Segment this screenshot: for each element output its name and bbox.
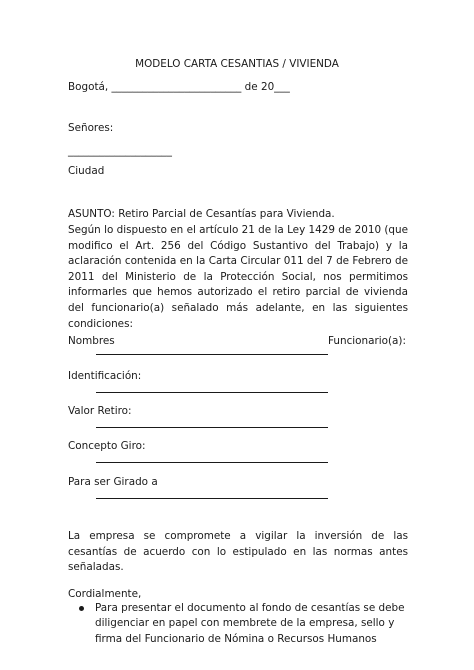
field-label-concepto-giro: Concepto Giro: [68,440,146,452]
field-label-nombres: Nombres [68,335,115,347]
city: Ciudad [68,165,105,177]
note-text: Para presentar el documento al fondo de cesantías se debe diligenciar en papel con membrete de la empresa, sello y firma del Funcionario de Nómina o Recursos Humanos [95,602,405,645]
field-line-valor-retiro [96,427,328,428]
city-date-line: Bogotá, _________________________ de 20___ [68,81,290,93]
body-paragraph: Según lo dispuesto en el artículo 21 de la Ley 1429 de 2010 (que modifico el Art. 256 del Código Sustantivo del Trabajo) y la aclaración contenida en la Carta Circular 011 del 7 de Febrero de 2011 del Ministerio de la Protección Social, nos permitimos informarles que hemos autorizado el retiro parcial de vivienda del funcionario(a) señalado más adelante, en las siguientes condiciones: [68,224,408,330]
field-label-girado-a: Para ser Girado a [68,476,158,488]
list-item [75,601,415,647]
commitment-paragraph: La empresa se compromete a vigilar la inversión de las cesantías de acuerdo con lo estipulado en las normas antes señaladas. [68,530,408,574]
salutation: Señores: [68,122,114,134]
field-label-funcionario: Funcionario(a): [328,335,406,347]
field-line-girado-a [96,498,328,499]
field-label-identificacion: Identificación: [68,370,142,382]
subject-line: ASUNTO: Retiro Parcial de Cesantías para Vivienda. [68,208,335,220]
document-title: MODELO CARTA CESANTIAS / VIVIENDA [135,58,339,70]
closing: Cordialmente, [68,588,142,600]
field-line-concepto-giro [96,462,328,463]
field-line-identificacion [96,392,328,393]
notes-list [75,601,415,647]
field-label-valor-retiro: Valor Retiro: [68,405,132,417]
recipient-line: ____________________ [68,145,172,157]
field-line-nombres [96,354,328,355]
bullet-icon [79,606,84,611]
